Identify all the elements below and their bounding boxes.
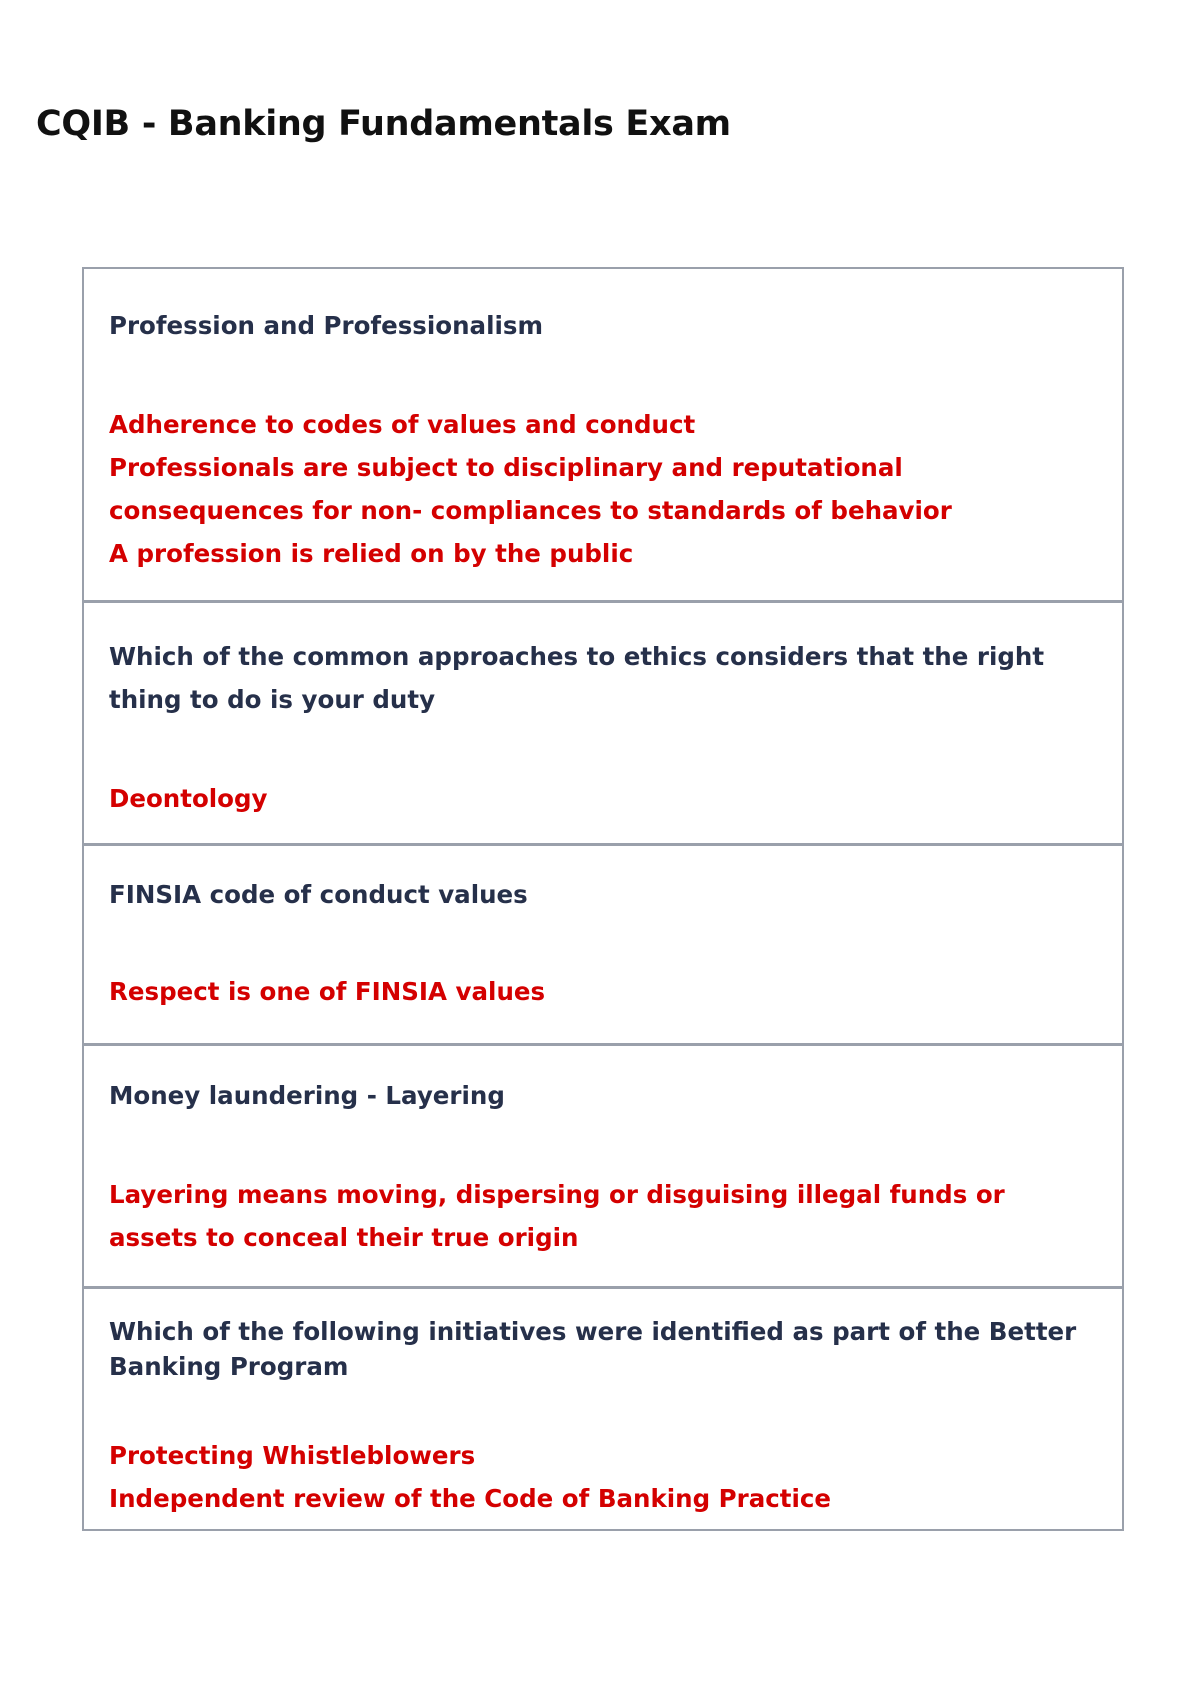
flashcard-table xyxy=(82,267,1124,1531)
answer-line: Deontology xyxy=(109,784,268,813)
answer-line: Protecting Whistleblowers xyxy=(109,1441,476,1470)
answer-line: Layering means moving, dispersing or disguising illegal funds or assets to conceal their true origin xyxy=(109,1180,1005,1252)
flashcard-answer xyxy=(109,1173,1098,1259)
flashcard-question: Which of the common approaches to ethics considers that the right thing to do is your duty xyxy=(109,642,1045,714)
answer-line: A profession is relied on by the public xyxy=(109,539,634,568)
flashcard-question: FINSIA code of conduct values xyxy=(109,880,528,909)
flashcard-row xyxy=(84,1043,1122,1286)
answer-line: Professionals are subject to disciplinary and reputational consequences for non- compliances to standards of behavior xyxy=(109,453,952,525)
answer-line: Adherence to codes of values and conduct xyxy=(109,410,696,439)
flashcard-row xyxy=(84,600,1122,843)
flashcard-question: Money laundering - Layering xyxy=(109,1081,505,1110)
flashcard-question: Profession and Professionalism xyxy=(109,311,543,340)
flashcard-answer xyxy=(109,970,1098,1013)
answer-line: Independent review of the Code of Banking Practice xyxy=(109,1484,832,1513)
flashcard-row xyxy=(84,843,1122,1043)
flashcard-row xyxy=(84,269,1122,600)
flashcard-answer xyxy=(109,403,1098,575)
flashcard-question: Which of the following initiatives were identified as part of the Better Banking Program xyxy=(109,1317,1077,1381)
page-title: CQIB - Banking Fundamentals Exam xyxy=(36,104,731,144)
flashcard-answer xyxy=(109,1434,1098,1520)
flashcard-answer xyxy=(109,777,1098,820)
flashcard-row xyxy=(84,1286,1122,1529)
answer-line: Respect is one of FINSIA values xyxy=(109,977,546,1006)
